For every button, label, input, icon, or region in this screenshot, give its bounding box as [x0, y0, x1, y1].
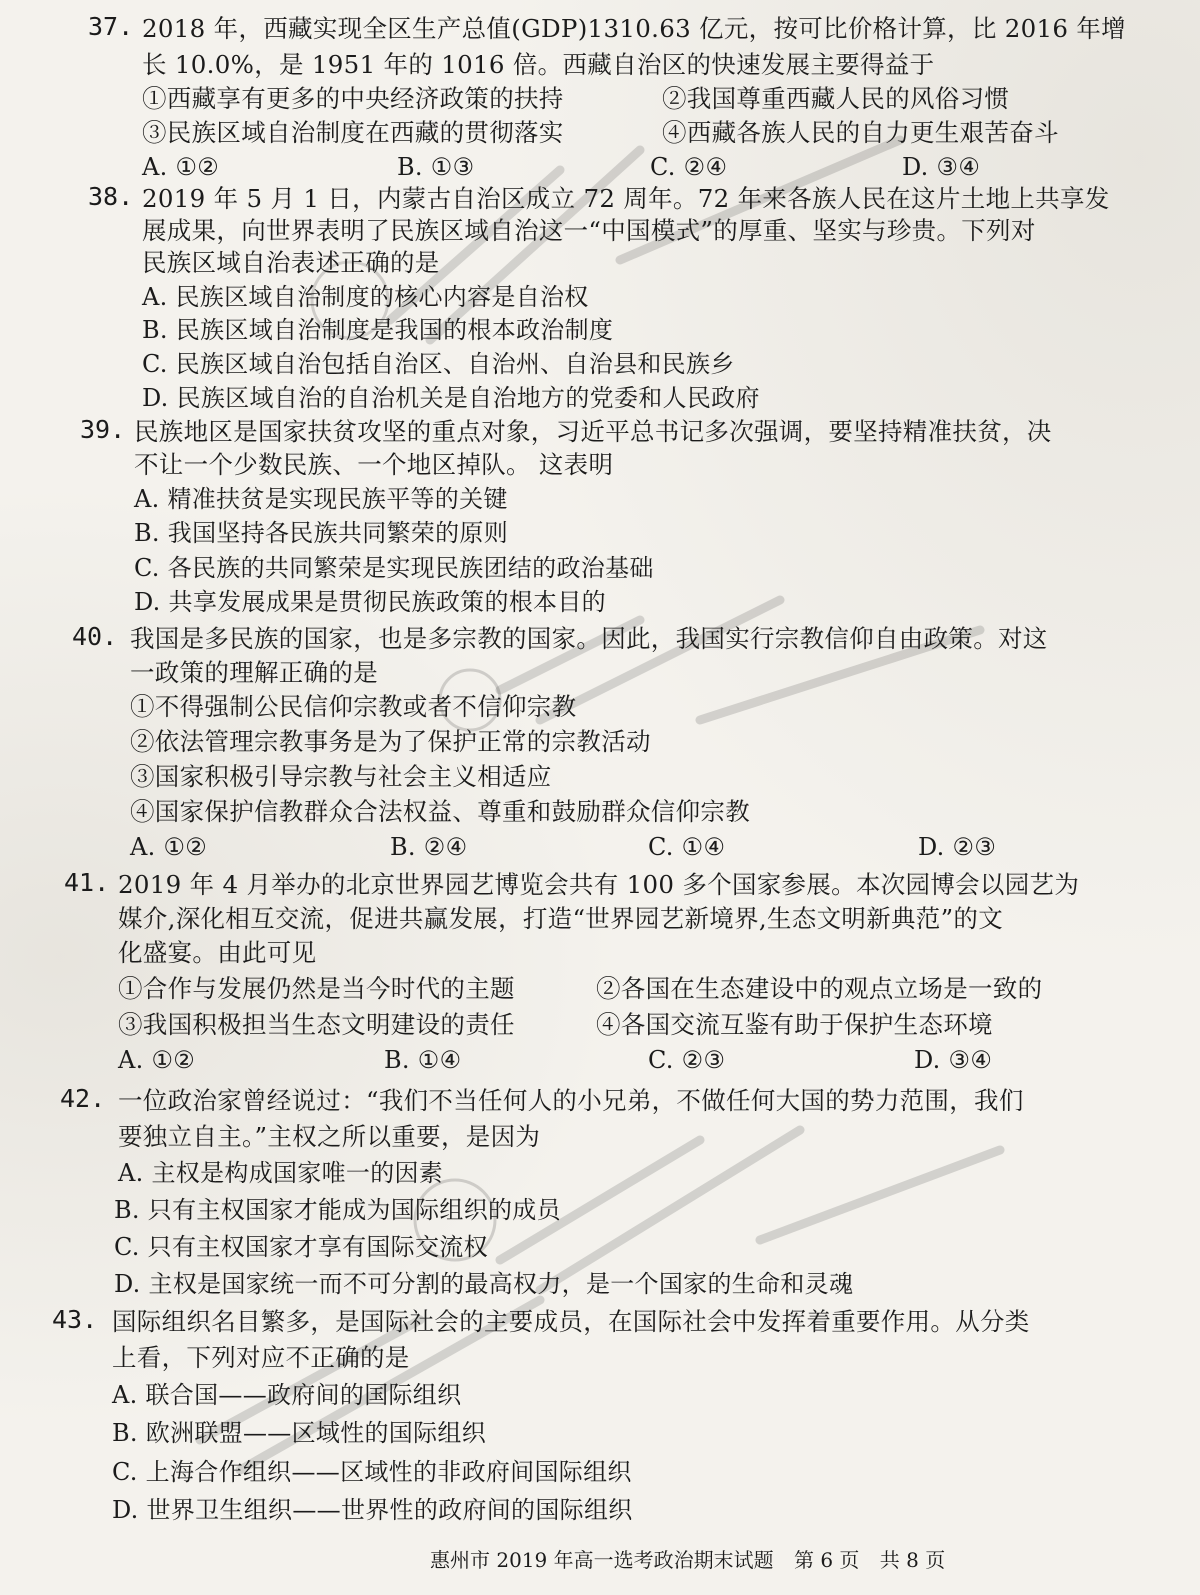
question-stem-line: 民族区域自治表述正确的是: [142, 248, 440, 277]
question-stem-line: 展成果，向世界表明了民族区域自治这一“中国模式”的厚重、坚实与珍贵。下列对: [142, 216, 1036, 245]
question-stem-line: 一位政治家曾经说过：“我们不当任何人的小兄弟，不做任何大国的势力范围，我们: [118, 1086, 1024, 1115]
answer-choice: B. ①③: [397, 153, 475, 181]
answer-option: B. 民族区域自治制度是我国的根本政治制度: [142, 316, 614, 344]
answer-choice: D. ③④: [914, 1046, 993, 1074]
answer-choice: A. ①②: [118, 1046, 196, 1074]
answer-choice: A. ①②: [130, 833, 208, 861]
question-number: 42.: [60, 1084, 106, 1113]
answer-option: A. 联合国——政府间的国际组织: [112, 1381, 462, 1409]
question-number: 39.: [80, 415, 126, 444]
answer-option: D. 民族区域自治的自治机关是自治地方的党委和人民政府: [142, 384, 760, 412]
statement-item: ②依法管理宗教事务是为了保护正常的宗教活动: [130, 727, 651, 756]
answer-option: B. 只有主权国家才能成为国际组织的成员: [114, 1196, 561, 1224]
page-footer: [430, 1545, 959, 1575]
answer-choice: A. ①②: [142, 153, 220, 181]
footer-total-pages: 共 8 页: [879, 1548, 946, 1572]
answer-option: C. 只有主权国家才享有国际交流权: [114, 1233, 488, 1261]
question-stem-line: 国际组织名目繁多，是国际社会的主要成员，在国际社会中发挥着重要作用。从分类: [112, 1307, 1030, 1336]
answer-option: B. 欧洲联盟——区域性的国际组织: [112, 1419, 486, 1447]
question-stem-line: 一政策的理解正确的是: [130, 658, 378, 687]
statement-item: ①合作与发展仍然是当今时代的主题: [118, 974, 515, 1003]
statement-item: ③国家积极引导宗教与社会主义相适应: [130, 762, 552, 791]
question-stem-line: 媒介,深化相互交流，促进共赢发展，打造“世界园艺新境界,生态文明新典范”的文: [118, 904, 1004, 933]
footer-page-number: 第 6 页: [793, 1548, 860, 1572]
answer-option: C. 民族区域自治包括自治区、自治州、自治县和民族乡: [142, 350, 735, 378]
question-number: 37.: [88, 12, 134, 41]
question-stem-line: 2019 年 4 月举办的北京世界园艺博览会共有 100 多个国家参展。本次园博会以园艺为: [118, 870, 1080, 899]
statement-item: ③我国积极担当生态文明建设的责任: [118, 1010, 515, 1039]
answer-choice: D. ②③: [918, 833, 997, 861]
question-stem-line: 长 10.0%，是 1951 年的 1016 倍。西藏自治区的快速发展主要得益于: [142, 50, 935, 79]
answer-option: B. 我国坚持各民族共同繁荣的原则: [134, 519, 508, 547]
statement-item: ③民族区域自治制度在西藏的贯彻落实: [142, 118, 564, 147]
statement-item: ④国家保护信教群众合法权益、尊重和鼓励群众信仰宗教: [130, 797, 750, 826]
statement-item: ④各国交流互鉴有助于保护生态环境: [596, 1010, 993, 1039]
footer-title: 惠州市 2019 年高一选考政治期末试题: [430, 1548, 774, 1572]
statement-item: ①西藏享有更多的中央经济政策的扶持: [142, 84, 564, 113]
statement-item: ④西藏各族人民的自力更生艰苦奋斗: [662, 118, 1059, 147]
answer-option: A. 精准扶贫是实现民族平等的关键: [134, 485, 508, 513]
question-stem-line: 2018 年，西藏实现全区生产总值(GDP)1310.63 亿元，按可比价格计算，比 2016 年增: [142, 14, 1126, 43]
question-number: 40.: [72, 622, 118, 651]
question-stem-line: 化盛宴。由此可见: [118, 938, 317, 967]
answer-choice: D. ③④: [902, 153, 981, 181]
question-stem-line: 民族地区是国家扶贫攻坚的重点对象，习近平总书记多次强调，要坚持精准扶贫，决: [134, 417, 1052, 446]
question-stem-line: 2019 年 5 月 1 日，内蒙古自治区成立 72 周年。72 年来各族人民在这片土地上共享发: [142, 184, 1110, 213]
question-number: 38.: [88, 182, 134, 211]
answer-option: D. 世界卫生组织——世界性的政府间的国际组织: [112, 1496, 633, 1524]
answer-option: D. 共享发展成果是贯彻民族政策的根本目的: [134, 588, 606, 616]
watermark-stroke-icon: [500, 1130, 1000, 1290]
answer-choice: C. ①④: [648, 833, 726, 861]
question-stem-line: 不让一个少数民族、一个地区掉队。 这表明: [134, 450, 614, 479]
answer-choice: C. ②④: [650, 153, 728, 181]
question-number: 41.: [64, 868, 110, 897]
answer-option: C. 各民族的共同繁荣是实现民族团结的政治基础: [134, 554, 654, 582]
answer-choice: B. ①④: [384, 1046, 462, 1074]
statement-item: ②我国尊重西藏人民的风俗习惯: [662, 84, 1010, 113]
answer-choice: C. ②③: [648, 1046, 726, 1074]
answer-choice: B. ②④: [390, 833, 468, 861]
question-stem-line: 要独立自主。”主权之所以重要，是因为: [118, 1122, 541, 1151]
answer-option: D. 主权是国家统一而不可分割的最高权力，是一个国家的生命和灵魂: [114, 1270, 854, 1298]
question-stem-line: 我国是多民族的国家，也是多宗教的国家。因此，我国实行宗教信仰自由政策。对这: [130, 624, 1048, 653]
statement-item: ①不得强制公民信仰宗教或者不信仰宗教: [130, 692, 577, 721]
question-number: 43.: [52, 1305, 98, 1334]
question-stem-line: 上看，下列对应不正确的是: [112, 1343, 410, 1372]
answer-option: A. 民族区域自治制度的核心内容是自治权: [142, 283, 589, 311]
answer-option: C. 上海合作组织——区域性的非政府间国际组织: [112, 1458, 632, 1486]
statement-item: ②各国在生态建设中的观点立场是一致的: [596, 974, 1043, 1003]
answer-option: A. 主权是构成国家唯一的因素: [118, 1159, 444, 1187]
